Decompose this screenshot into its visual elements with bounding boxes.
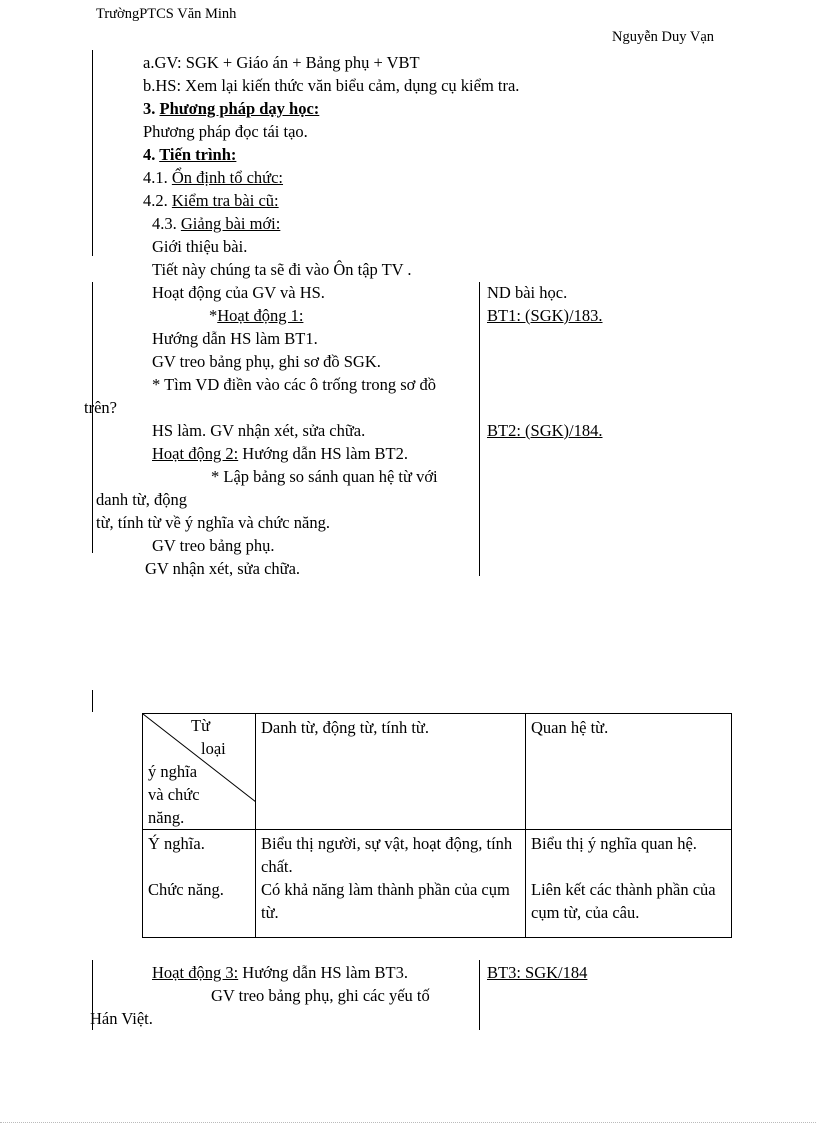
corner-bottom-label: và chức xyxy=(148,785,200,804)
process-step-3: 4.3. Giảng bài mới: xyxy=(152,214,281,233)
activity-2-line: từ, tính từ về ý nghĩa và chức năng. xyxy=(96,513,330,532)
col-left-header: Hoạt động của GV và HS. xyxy=(152,283,325,302)
prep-hs: b.HS: Xem lại kiến thức văn biểu cảm, dụng cụ kiểm tra. xyxy=(143,76,520,95)
activity-1-line: Hướng dẫn HS làm BT1. xyxy=(152,329,318,348)
activity-3-title: Hoạt động 3: Hướng dẫn HS làm BT3. xyxy=(152,963,408,982)
col3-body xyxy=(526,830,732,938)
bt3-label: BT3: SGK/184 xyxy=(487,963,588,982)
activity-2-line: GV treo bảng phụ. xyxy=(152,536,275,555)
column-divider xyxy=(479,960,480,1030)
corner-top-label: loại xyxy=(201,739,226,758)
process-step-2: 4.2. Kiểm tra bài cũ: xyxy=(143,191,279,210)
intro-text: Tiết này chúng ta sẽ đi vào Ôn tập TV . xyxy=(152,260,412,279)
margin-rule xyxy=(92,690,93,712)
comparison-table xyxy=(142,713,732,938)
intro-heading: Giới thiệu bài. xyxy=(152,237,248,256)
meaning-col2: Biểu thị người, sự vật, hoạt động, tính chất. xyxy=(261,834,513,876)
activity-1-line: * Tìm VD điền vào các ô trống trong sơ đồ xyxy=(152,375,436,394)
corner-bottom-label: năng. xyxy=(148,808,185,827)
author-name: Nguyễn Duy Vạn xyxy=(612,29,715,45)
function-col2: Có khả năng làm thành phần của cụm từ. xyxy=(261,880,510,922)
row-function-label: Chức năng. xyxy=(148,880,224,899)
activity-3-line: GV treo bảng phụ, ghi các yếu tố xyxy=(211,986,430,1005)
meaning-col3: Biểu thị ý nghĩa quan hệ. xyxy=(531,834,697,853)
col3-header: Quan hệ từ. xyxy=(526,714,732,830)
activity-1-title: *Hoạt động 1: xyxy=(209,306,304,325)
prep-gv: a.GV: SGK + Giáo án + Bảng phụ + VBT xyxy=(143,53,420,72)
corner-cell xyxy=(143,714,256,830)
method-heading: 3. Phương pháp dạy học: xyxy=(143,99,320,118)
corner-top-label: Từ xyxy=(191,716,211,735)
margin-rule xyxy=(92,50,93,256)
column-divider xyxy=(479,282,480,576)
school-name: TrườngPTCS Văn Minh xyxy=(96,6,237,22)
activity-2-title: Hoạt động 2: Hướng dẫn HS làm BT2. xyxy=(152,444,408,463)
process-step-1: 4.1. Ổn định tổ chức: xyxy=(143,168,284,187)
activity-1-line: HS làm. GV nhận xét, sửa chữa. xyxy=(152,421,366,440)
process-heading: 4. Tiến trình: xyxy=(143,145,237,164)
activity-2-line: danh từ, động xyxy=(96,490,187,509)
col2-header: Danh từ, động từ, tính từ. xyxy=(256,714,526,830)
activity-3-line: Hán Việt. xyxy=(90,1009,153,1028)
corner-bottom-label: ý nghĩa xyxy=(148,762,198,781)
activity-1-line: trên? xyxy=(84,398,117,417)
row-labels xyxy=(143,830,256,938)
method-text: Phương pháp đọc tái tạo. xyxy=(143,122,308,141)
row-meaning-label: Ý nghĩa. xyxy=(148,834,205,853)
function-col3: Liên kết các thành phần của cụm từ, của câu. xyxy=(531,880,716,922)
col2-body xyxy=(256,830,526,938)
activity-2-line: GV nhận xét, sửa chữa. xyxy=(145,559,301,578)
bt2-label: BT2: (SGK)/184. xyxy=(487,421,603,440)
col-right-header: ND bài học. xyxy=(487,283,568,302)
activity-2-line: * Lập bảng so sánh quan hệ từ với xyxy=(211,467,438,486)
activity-1-line: GV treo bảng phụ, ghi sơ đồ SGK. xyxy=(152,352,381,371)
bt1-label: BT1: (SGK)/183. xyxy=(487,306,603,325)
